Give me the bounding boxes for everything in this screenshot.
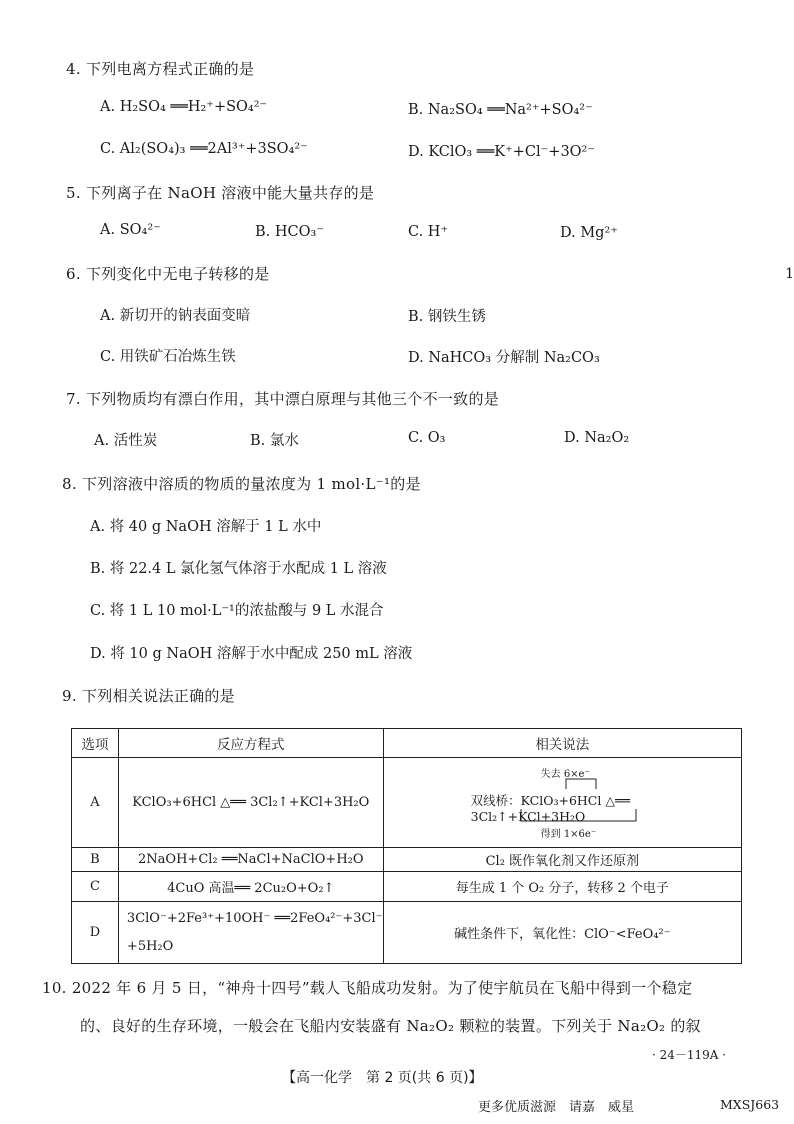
- q7-option-d: D. Na₂O₂: [564, 430, 630, 446]
- watermark-text: 更多优质滋源 请嘉 威星: [478, 1100, 635, 1115]
- q7-option-a: A. 活性炭: [94, 433, 158, 449]
- page-edge-mark: 1: [785, 266, 794, 282]
- row-b-option: B: [72, 848, 119, 872]
- row-d-equation-line2: +5H₂O: [126, 938, 174, 954]
- q4-option-d: D. KClO₃ ══K⁺+Cl⁻+3O²⁻: [408, 144, 596, 160]
- q6-stem: 6. 下列变化中无电子转移的是: [66, 265, 270, 283]
- bridge-equation: KClO₃+6HCl △══ 3Cl₂↑+KCl+3H₂O: [470, 792, 631, 824]
- table-row: [72, 902, 742, 964]
- q5-option-a: A. SO₄²⁻: [100, 222, 161, 238]
- row-d-statement: 碱性条件下，氧化性：ClO⁻<FeO₄²⁻: [383, 902, 741, 964]
- row-a-option: A: [72, 758, 119, 848]
- q6-option-a: A. 新切开的钠表面变暗: [100, 308, 251, 324]
- table-row: [72, 872, 742, 902]
- row-c-statement: 每生成 1 个 O₂ 分子，转移 2 个电子: [383, 872, 741, 902]
- row-c-option: C: [72, 872, 119, 902]
- q7-option-b: B. 氯水: [250, 433, 299, 449]
- q4-option-b: B. Na₂SO₄ ══Na²⁺+SO₄²⁻: [408, 102, 593, 118]
- electron-loss-label: 失去 6×e⁻: [540, 768, 590, 780]
- exam-code: · 24－119A ·: [652, 1048, 727, 1062]
- page-footer: 【高一化学 第 2 页(共 6 页)】: [282, 1070, 483, 1086]
- table-header-row: [72, 729, 742, 758]
- q8-option-b: B. 将 22.4 L 氯化氢气体溶于水配成 1 L 溶液: [90, 561, 387, 577]
- row-d-option: D: [72, 902, 119, 964]
- q6-option-d: D. NaHCO₃ 分解制 Na₂CO₃: [408, 350, 600, 366]
- q4-stem: 4. 下列电离方程式正确的是: [66, 60, 255, 78]
- row-b-statement: Cl₂ 既作氧化剂又作还原剂: [383, 848, 741, 872]
- q10-line2: 的、良好的生存环境，一般会在飞船内安装盛有 Na₂O₂ 颗粒的装置。下列关于 Na₂O₂ 的叙: [80, 1017, 701, 1035]
- q8-option-d: D. 将 10 g NaOH 溶解于水中配成 250 mL 溶液: [90, 646, 413, 662]
- row-a-equation: KClO₃+6HCl △══ 3Cl₂↑+KCl+3H₂O: [118, 758, 383, 848]
- table-row: [72, 848, 742, 872]
- table-row: [72, 758, 742, 848]
- row-d-equation-line1: 3ClO⁻+2Fe³⁺+10OH⁻ ══2FeO₄²⁻+3Cl⁻: [126, 910, 383, 926]
- q9-stem: 9. 下列相关说法正确的是: [62, 687, 235, 705]
- q5-option-b: B. HCO₃⁻: [255, 224, 324, 240]
- q8-option-a: A. 将 40 g NaOH 溶解于 1 L 水中: [90, 519, 322, 535]
- electron-gain-label: 得到 1×6e⁻: [540, 828, 597, 840]
- q7-option-c: C. O₃: [408, 430, 446, 446]
- bridge-prefix: 双线桥：: [470, 792, 521, 808]
- doc-id: MXSJ663: [720, 1097, 780, 1112]
- q8-option-c: C. 将 1 L 10 mol·L⁻¹的浓盐酸与 9 L 水混合: [90, 603, 384, 619]
- q5-option-c: C. H⁺: [408, 224, 449, 240]
- q9-table: [71, 728, 742, 964]
- q5-stem: 5. 下列离子在 NaOH 溶液中能大量共存的是: [66, 184, 375, 202]
- q6-option-c: C. 用铁矿石冶炼生铁: [100, 349, 236, 365]
- q10-line1: 10. 2022 年 6 月 5 日，“神舟十四号”载人飞船成功发射。为了使宇航员在飞船中得到一个稳定: [42, 979, 693, 997]
- header-option: 选项: [72, 729, 119, 758]
- q6-option-b: B. 钢铁生锈: [408, 309, 486, 325]
- q5-option-d: D. Mg²⁺: [560, 225, 618, 241]
- header-equation: 反应方程式: [118, 729, 383, 758]
- q8-stem: 8. 下列溶液中溶质的物质的量浓度为 1 mol·L⁻¹的是: [62, 475, 421, 493]
- row-b-equation: 2NaOH+Cl₂ ══NaCl+NaClO+H₂O: [118, 848, 383, 872]
- q4-option-c: C. Al₂(SO₄)₃ ══2Al³⁺+3SO₄²⁻: [100, 141, 308, 157]
- row-a-statement: [383, 758, 741, 848]
- q4-option-a: A. H₂SO₄ ══H₂⁺+SO₄²⁻: [100, 99, 268, 115]
- q7-stem: 7. 下列物质均有漂白作用，其中漂白原理与其他三个不一致的是: [66, 390, 500, 408]
- row-c-equation: 4CuO 高温══ 2Cu₂O+O₂↑: [118, 872, 383, 902]
- header-statement: 相关说法: [383, 729, 741, 758]
